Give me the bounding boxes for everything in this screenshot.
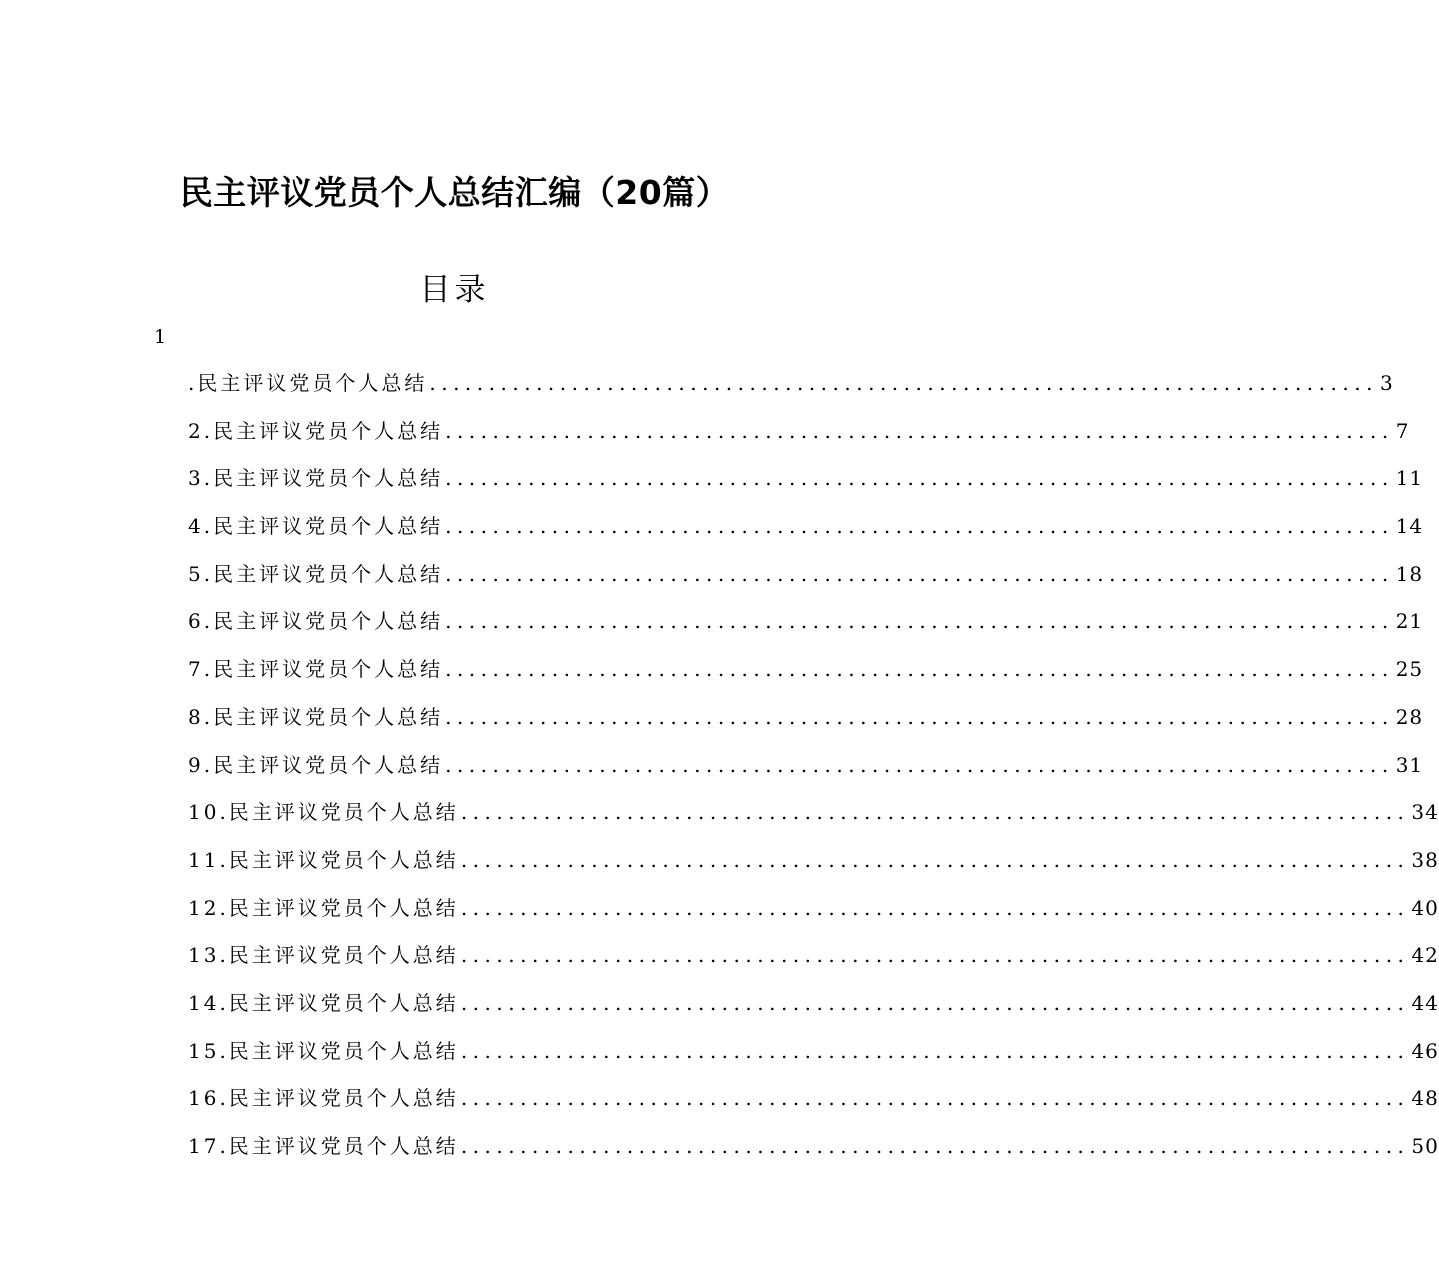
toc-leader-dots: ................................................................................ [460, 1038, 1410, 1063]
toc-page-number: 46 [1411, 1038, 1439, 1063]
toc-entry-label: 15.民主评议党员个人总结 [188, 1038, 459, 1063]
toc-entry[interactable] [188, 789, 1439, 837]
toc-entry-label: 2.民主评议党员个人总结 [188, 418, 444, 443]
toc-page-number: 38 [1411, 847, 1439, 872]
toc-entry-label: 10.民主评议党员个人总结 [188, 800, 459, 825]
toc-entry-label: 14.民主评议党员个人总结 [188, 990, 459, 1015]
toc-leader-dots: ................................................................................ [460, 800, 1410, 825]
toc-entry-label: 6.民主评议党员个人总结 [188, 609, 444, 634]
toc-leader-dots: ................................................................................ [429, 371, 1378, 395]
toc-entry[interactable] [188, 837, 1439, 885]
toc-page-number: 7 [1395, 418, 1410, 443]
toc-entry[interactable] [188, 646, 1424, 694]
toc-entry-label: 12.民主评议党员个人总结 [188, 895, 459, 920]
toc-leader-dots: ................................................................................ [460, 1134, 1410, 1158]
toc-entry[interactable] [188, 1075, 1439, 1123]
toc-leader-dots: ................................................................................ [445, 657, 1394, 682]
toc-page-number: 40 [1411, 895, 1439, 920]
toc-leader-dots: ................................................................................ [445, 609, 1394, 634]
toc-entry[interactable] [188, 742, 1424, 790]
toc-page-number: 21 [1395, 609, 1424, 634]
toc-leader-dots: ................................................................................ [460, 847, 1410, 872]
toc-leader-dots: ................................................................................ [445, 561, 1394, 586]
toc-entry-label: 13.民主评议党员个人总结 [188, 943, 459, 968]
toc-page-number: 14 [1395, 514, 1424, 539]
document-title: 民主评议党员个人总结汇编（20篇） [179, 173, 730, 212]
toc-leader-dots: ................................................................................ [460, 943, 1410, 968]
toc-entry[interactable] [188, 551, 1424, 599]
toc-page-number: 48 [1411, 1086, 1439, 1111]
toc-entry-label: 16.民主评议党员个人总结 [188, 1086, 459, 1111]
toc-entry[interactable] [188, 598, 1424, 646]
toc-leader-dots: ................................................................................ [460, 990, 1410, 1015]
toc-entry-label: .民主评议党员个人总结 [188, 371, 428, 395]
toc-page-number: 3 [1379, 371, 1394, 395]
toc-entry-label: 4.民主评议党员个人总结 [188, 514, 444, 539]
toc-page-number: 31 [1395, 752, 1424, 777]
toc-leader-dots: ................................................................................ [445, 418, 1394, 443]
toc-heading: 目录 [419, 272, 490, 308]
toc-entry[interactable] [188, 932, 1439, 980]
toc-entry-label: 9.民主评议党员个人总结 [188, 752, 444, 777]
toc-page-number: 25 [1395, 657, 1424, 682]
toc-page-number: 42 [1411, 943, 1439, 968]
toc-entry-label: 3.民主评议党员个人总结 [188, 466, 444, 491]
toc-entry[interactable] [188, 1028, 1439, 1076]
toc-entry[interactable] [188, 408, 1410, 456]
toc-page-number: 44 [1411, 990, 1439, 1015]
toc-leader-dots: ................................................................................ [445, 752, 1394, 777]
toc-leader-dots: ................................................................................ [460, 1086, 1410, 1111]
toc-entry[interactable] [188, 503, 1424, 551]
toc-entry[interactable] [188, 455, 1424, 503]
toc-entry[interactable] [188, 980, 1439, 1028]
toc-entry[interactable] [188, 694, 1424, 742]
toc-entry-label: 11.民主评议党员个人总结 [188, 847, 459, 872]
toc-page-number: 34 [1411, 800, 1439, 825]
toc-entry[interactable] [188, 885, 1439, 933]
toc-page-number: 28 [1395, 704, 1424, 729]
toc-leader-dots: ................................................................................ [445, 466, 1394, 491]
table-of-contents [188, 360, 1439, 1171]
toc-entry[interactable] [188, 1123, 1439, 1171]
toc-entry-label: 17.民主评议党员个人总结 [188, 1134, 459, 1158]
toc-entry[interactable] [188, 360, 1394, 408]
toc-entry-label: 5.民主评议党员个人总结 [188, 561, 444, 586]
toc-leader-dots: ................................................................................ [445, 704, 1394, 729]
toc-page-number: 18 [1395, 561, 1424, 586]
list-marker: 1 [154, 326, 167, 348]
toc-leader-dots: ................................................................................ [445, 514, 1394, 539]
toc-entry-label: 8.民主评议党员个人总结 [188, 704, 444, 729]
toc-leader-dots: ................................................................................ [460, 895, 1410, 920]
toc-page-number: 50 [1411, 1134, 1439, 1158]
toc-entry-label: 7.民主评议党员个人总结 [188, 657, 444, 682]
toc-page-number: 11 [1395, 466, 1424, 491]
